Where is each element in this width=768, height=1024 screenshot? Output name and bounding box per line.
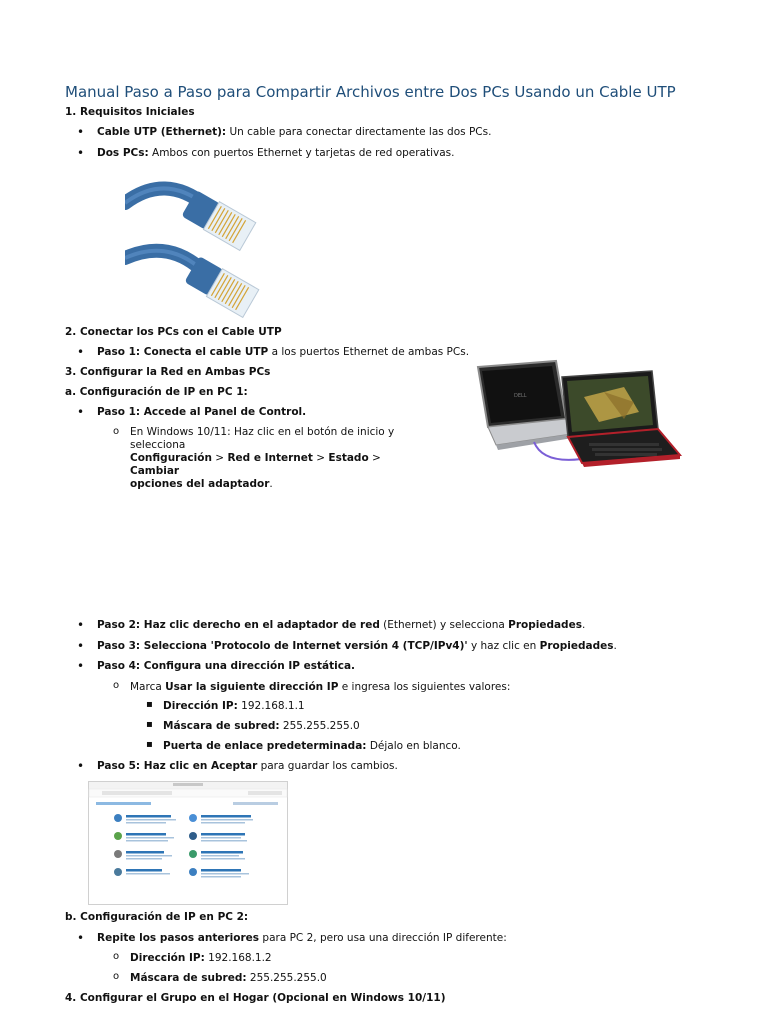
list-item bbox=[97, 126, 491, 138]
list-item bbox=[163, 720, 360, 732]
list-item bbox=[97, 660, 355, 672]
item-text: > bbox=[312, 452, 329, 464]
list-item bbox=[130, 952, 272, 964]
subsection-heading-pc1: a. Configuración de IP en PC 1: bbox=[65, 386, 248, 398]
list-item bbox=[163, 700, 305, 712]
item-label: Cable UTP (Ethernet): bbox=[97, 126, 227, 138]
item-label: Paso 3: Selecciona 'Protocolo de Internet versión 4 (TCP/IPv4)' bbox=[97, 640, 468, 652]
item-text: En Windows 10/11: Haz clic en el botón de inicio y selecciona bbox=[130, 426, 395, 451]
item-text: 192.168.1.2 bbox=[204, 952, 272, 964]
item-label: Máscara de subred: bbox=[163, 720, 280, 732]
list-item bbox=[97, 346, 469, 358]
item-label: Red e Internet bbox=[227, 452, 313, 464]
list-item bbox=[130, 972, 327, 984]
list-item bbox=[97, 640, 617, 652]
list-item bbox=[97, 760, 398, 772]
item-label: opciones del adaptador bbox=[130, 478, 270, 490]
svg-text:DELL: DELL bbox=[514, 393, 527, 399]
section-heading-conectar: 2. Conectar los PCs con el Cable UTP bbox=[65, 326, 282, 338]
item-label: Propiedades bbox=[539, 640, 614, 652]
item-label: Usar la siguiente dirección IP bbox=[165, 681, 339, 693]
item-label: Dirección IP: bbox=[163, 700, 238, 712]
list-item bbox=[130, 681, 510, 693]
item-label: Propiedades bbox=[508, 619, 582, 631]
item-text: . bbox=[269, 478, 273, 490]
item-label: Dos PCs: bbox=[97, 147, 149, 159]
item-text: 255.255.255.0 bbox=[246, 972, 327, 984]
item-label: Paso 5: Haz clic en Aceptar bbox=[97, 760, 258, 772]
laptops-image bbox=[474, 357, 686, 472]
list-item bbox=[97, 932, 507, 944]
item-text: y haz clic en bbox=[467, 640, 540, 652]
item-label: Estado bbox=[328, 452, 369, 464]
section-heading-configurar: 3. Configurar la Red en Ambas PCs bbox=[65, 366, 271, 378]
item-label: Puerta de enlace predeterminada: bbox=[163, 740, 367, 752]
list-item bbox=[97, 406, 306, 418]
item-label: Repite los pasos anteriores bbox=[97, 932, 260, 944]
item-label: Cambiar bbox=[130, 465, 180, 477]
item-text: a los puertos Ethernet de ambas PCs. bbox=[268, 346, 470, 358]
item-text: > bbox=[368, 452, 381, 464]
item-label: Paso 1: Conecta el cable UTP bbox=[97, 346, 269, 358]
item-label: Configuración bbox=[130, 452, 212, 464]
item-text: 255.255.255.0 bbox=[279, 720, 360, 732]
list-item bbox=[97, 147, 455, 159]
item-label: Paso 1: Accede al Panel de Control. bbox=[97, 406, 307, 418]
item-text: Ambos con puertos Ethernet y tarjetas de red operativas. bbox=[148, 147, 455, 159]
item-text: 192.168.1.1 bbox=[237, 700, 305, 712]
item-text: para guardar los cambios. bbox=[257, 760, 398, 772]
page-title: Manual Paso a Paso para Compartir Archivos entre Dos PCs Usando un Cable UTP bbox=[65, 83, 676, 101]
section-heading-requisitos: 1. Requisitos Iniciales bbox=[65, 106, 195, 118]
item-label: Máscara de subred: bbox=[130, 972, 247, 984]
item-text: Déjalo en blanco. bbox=[366, 740, 461, 752]
item-label: Paso 2: Haz clic derecho en el adaptador de red bbox=[97, 619, 380, 631]
section-heading-grupo-hogar: 4. Configurar el Grupo en el Hogar (Opcional en Windows 10/11) bbox=[65, 992, 446, 1004]
list-item bbox=[163, 740, 461, 752]
item-text: Un cable para conectar directamente las dos PCs. bbox=[226, 126, 492, 138]
list-item bbox=[97, 619, 585, 631]
item-label: Paso 4: Configura una dirección IP estática. bbox=[97, 660, 356, 672]
item-label: Dirección IP: bbox=[130, 952, 205, 964]
item-text: > bbox=[211, 452, 228, 464]
control-panel-screenshot bbox=[88, 781, 288, 905]
utp-cable-image bbox=[125, 163, 265, 318]
list-item bbox=[130, 426, 420, 491]
item-text: Marca bbox=[130, 681, 166, 693]
item-text: . bbox=[581, 619, 586, 631]
item-text: e ingresa los siguientes valores: bbox=[338, 681, 511, 693]
item-text: (Ethernet) y selecciona bbox=[379, 619, 509, 631]
item-text: . bbox=[613, 640, 617, 652]
item-text: para PC 2, pero usa una dirección IP diferente: bbox=[259, 932, 507, 944]
subsection-heading-pc2: b. Configuración de IP en PC 2: bbox=[65, 911, 249, 923]
